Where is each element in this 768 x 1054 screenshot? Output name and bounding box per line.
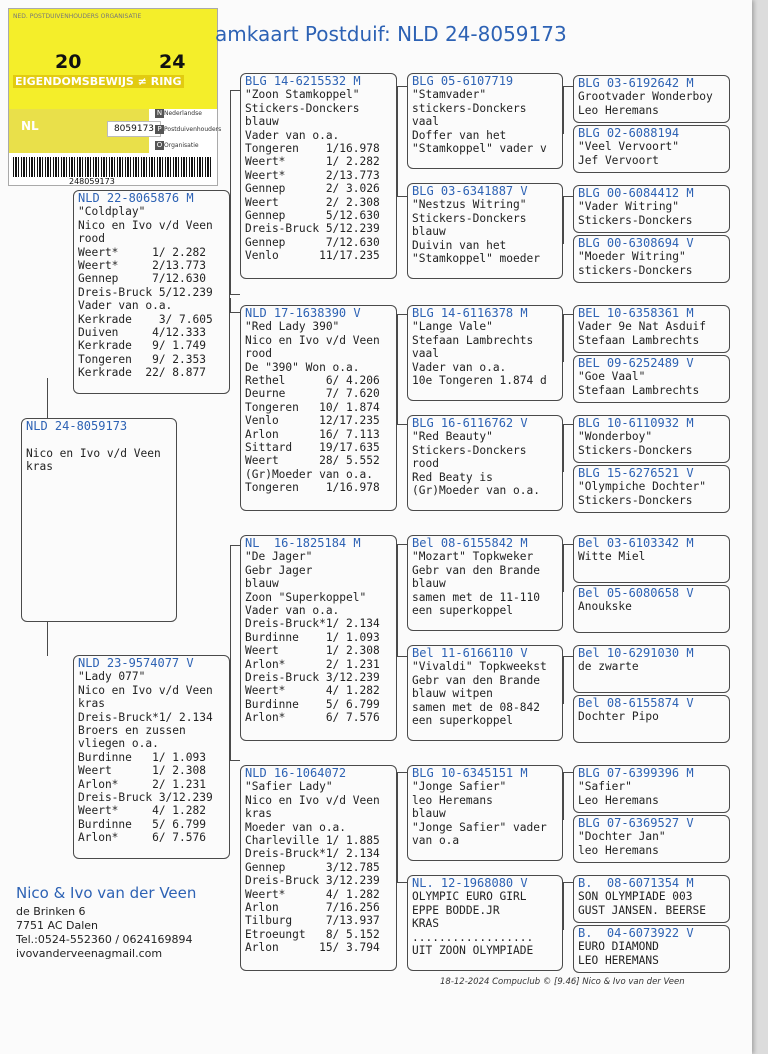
pigeon-info-line: Zoon "Superkoppel" bbox=[245, 590, 367, 604]
pigeon-info-line: Arlon* 2/ 1.231 bbox=[78, 777, 206, 791]
connector-line bbox=[230, 90, 231, 294]
pigeon-info-line: blauw bbox=[412, 577, 446, 591]
pigeon-info-line: kras bbox=[245, 807, 272, 821]
pigeon-info-line: (Gr)Moeder van o.a. bbox=[412, 483, 540, 497]
pigeon-info-line: Sittard 19/17.635 bbox=[245, 440, 380, 454]
connector-line bbox=[563, 882, 564, 930]
pigeon-card-gggp-14 bbox=[573, 815, 730, 863]
pigeon-info-line: LEO HEREMANS bbox=[578, 953, 659, 967]
pigeon-info-line: "Moeder Witring" bbox=[578, 250, 686, 264]
pigeon-card-gggp-1 bbox=[573, 75, 730, 123]
pigeon-info-line: Gennep 2/ 3.026 bbox=[245, 182, 380, 196]
pigeon-info-line: Anoukske bbox=[578, 600, 632, 614]
pigeon-info-line: Etroeungt 8/ 5.152 bbox=[245, 927, 380, 941]
pigeon-info-line: Burdinne 1/ 1.093 bbox=[245, 630, 380, 644]
pigeon-info-line: "Coldplay" bbox=[78, 205, 146, 219]
pigeon-info-line: De "390" Won o.a. bbox=[245, 360, 360, 374]
pigeon-ring-number: BLG 15-6276521 V bbox=[578, 467, 694, 480]
pigeon-info-line: Stefaan Lambrechts bbox=[578, 333, 700, 347]
sticker-year-right: 24 bbox=[159, 51, 186, 73]
pigeon-info-line: Vader van o.a. bbox=[412, 360, 507, 374]
sticker-ring-number: 8059173 bbox=[107, 121, 161, 137]
pigeon-info-line: "Red Lady 390" bbox=[245, 320, 340, 334]
pigeon-info-line: "Zoon Stamkoppel" bbox=[245, 88, 360, 102]
pigeon-info-line: Gennep 5/12.630 bbox=[245, 208, 380, 222]
sticker-year-left: 20 bbox=[55, 51, 82, 73]
connector-line bbox=[563, 424, 573, 425]
pigeon-ring-number: BLG 14-6215532 M bbox=[245, 75, 361, 88]
pigeon-card-ggp-6 bbox=[407, 645, 563, 741]
connector-line bbox=[397, 86, 407, 87]
connector-line bbox=[563, 656, 564, 704]
pigeon-info-line: vliegen o.a. bbox=[78, 737, 159, 751]
pigeon-info-line: Weert 2/ 2.308 bbox=[245, 195, 380, 209]
pigeon-info-line: "Goe Vaal" bbox=[578, 370, 646, 384]
pigeon-info-line: Leo Heremans bbox=[578, 793, 659, 807]
pigeon-card-gggp-2 bbox=[573, 125, 730, 173]
pigeon-info-line: Stefaan Lambrechts bbox=[412, 333, 534, 347]
owner-address-line-1: de Brinken 6 bbox=[16, 905, 86, 918]
pigeon-info-line: rood bbox=[412, 457, 439, 471]
connector-line bbox=[563, 86, 564, 134]
pigeon-info-line: Gennep 7/12.630 bbox=[245, 235, 380, 249]
pigeon-card-gggp-3 bbox=[573, 185, 730, 233]
sticker-side-n: Nederlandse bbox=[164, 110, 202, 117]
owner-phone: Tel.:0524-552360 / 0624169894 bbox=[16, 933, 193, 946]
pigeon-info-line: blauw witpen bbox=[412, 687, 493, 701]
pigeon-ring-number: Bel 03-6103342 M bbox=[578, 537, 694, 550]
npo-n-icon: N bbox=[156, 109, 163, 117]
pigeon-info-line: Weert* 1/ 2.282 bbox=[245, 155, 380, 169]
pigeon-info-line: Charleville 1/ 1.885 bbox=[245, 833, 380, 847]
pigeon-info-line: een superkoppel bbox=[412, 603, 514, 617]
pigeon-info-line: Duiven 4/12.333 bbox=[78, 325, 206, 339]
pigeon-info-line: stickers-Donckers bbox=[412, 101, 527, 115]
pigeon-card-gggp-4 bbox=[573, 235, 730, 283]
sticker-side-p: Postduivenhouders bbox=[164, 126, 222, 133]
connector-line bbox=[397, 196, 407, 197]
pigeon-info-line: EPPE BODDE.JR bbox=[412, 903, 500, 917]
pigeon-info-line: Burdinne 1/ 1.093 bbox=[78, 750, 206, 764]
pigeon-card-granddam-paternal bbox=[240, 305, 397, 511]
pigeon-info-line: EURO DIAMOND bbox=[578, 940, 659, 954]
pigeon-card-gggp-9 bbox=[573, 535, 730, 583]
pigeon-ring-number: BLG 14-6116378 M bbox=[412, 307, 528, 320]
pigeon-info-line bbox=[26, 433, 172, 446]
pigeon-info-line: Weert 1/ 2.308 bbox=[245, 644, 380, 658]
pigeon-card-gggp-8 bbox=[573, 465, 730, 513]
pigeon-info-line: Arlon* 2/ 1.231 bbox=[245, 657, 380, 671]
connector-line bbox=[397, 314, 407, 315]
pigeon-info-line: .................. bbox=[412, 930, 534, 944]
pigeon-info-line: "Wonderboy" bbox=[578, 430, 653, 444]
pigeon-card-sire bbox=[73, 190, 230, 394]
pigeon-info-line: Weert* 2/13.773 bbox=[245, 168, 380, 182]
pigeon-ring-number: B. 04-6073922 V bbox=[578, 927, 694, 940]
pigeon-info-line: Weert* 4/ 1.282 bbox=[78, 804, 206, 818]
pigeon-info-line: Weert 1/ 2.308 bbox=[78, 764, 206, 778]
pigeon-info-line: Gebr van den Brande bbox=[412, 673, 540, 687]
pigeon-info-line: Venlo 11/17.235 bbox=[245, 249, 380, 263]
page-title: amkaart Postduif: NLD 24-8059173 bbox=[215, 22, 567, 46]
pigeon-info-line: "Stamkoppel" moeder bbox=[412, 251, 540, 265]
pigeon-card-gggp-6 bbox=[573, 355, 730, 403]
pigeon-info-line: 10e Tongeren 1.874 d bbox=[412, 373, 547, 387]
pigeon-info-line: Duivin van het bbox=[412, 238, 507, 252]
pigeon-info-line: "De Jager" bbox=[245, 550, 313, 564]
pigeon-info-line: Weert* 2/13.773 bbox=[78, 258, 206, 272]
pigeon-info-line: de zwarte bbox=[578, 660, 639, 674]
pigeon-info-line: samen met de 11-110 bbox=[412, 590, 540, 604]
connector-line bbox=[563, 544, 564, 592]
pigeon-info-line: Dreis-Bruck 3/12.239 bbox=[78, 790, 213, 804]
pigeon-ring-number: BEL 10-6358361 M bbox=[578, 307, 694, 320]
pigeon-info-line: blauw bbox=[245, 577, 279, 591]
connector-line bbox=[397, 656, 407, 657]
connector-line bbox=[397, 544, 407, 545]
pigeon-card-grandsire-maternal bbox=[240, 535, 397, 741]
pigeon-card-ggp-4 bbox=[407, 415, 563, 511]
connector-line bbox=[397, 882, 407, 883]
pigeon-info-line: Dreis-Bruck*1/ 2.134 bbox=[245, 847, 380, 861]
sticker-ring-text: EIGENDOMSBEWIJS ≠ RING bbox=[15, 75, 182, 88]
pigeon-ring-number: Bel 08-6155842 M bbox=[412, 537, 528, 550]
connector-line bbox=[230, 760, 240, 761]
pigeon-info-line: Weert* 4/ 1.282 bbox=[245, 887, 380, 901]
pigeon-ring-number: NL. 12-1968080 V bbox=[412, 877, 528, 890]
pigeon-ring-number: BLG 07-6369527 V bbox=[578, 817, 694, 830]
pigeon-card-gggp-15 bbox=[573, 875, 730, 923]
sticker-yellow-band bbox=[9, 9, 217, 109]
pigeon-info-line: "Vader Witring" bbox=[578, 200, 680, 214]
pigeon-info-line: vaal bbox=[412, 347, 439, 361]
pigeon-info-line: Arlon 16/ 7.113 bbox=[245, 427, 380, 441]
pigeon-info-line: Leo Heremans bbox=[578, 103, 659, 117]
pigeon-info-line: Stickers-Donckers bbox=[412, 211, 527, 225]
pigeon-info-line: Gebr van den Brande bbox=[412, 563, 540, 577]
connector-line bbox=[397, 544, 398, 656]
connector-line bbox=[563, 314, 564, 362]
npo-o-icon: O bbox=[156, 141, 163, 149]
pigeon-ring-number: NLD 22-8065876 M bbox=[78, 192, 194, 205]
pigeon-card-ggp-2 bbox=[407, 183, 563, 279]
pigeon-card-granddam-maternal bbox=[240, 765, 397, 971]
pigeon-info-line: "Olympiche Dochter" bbox=[578, 480, 706, 494]
pigeon-card-ggp-5 bbox=[407, 535, 563, 631]
pigeon-info-line: OLYMPIC EURO GIRL bbox=[412, 890, 527, 904]
connector-line bbox=[47, 378, 48, 418]
connector-line bbox=[230, 545, 240, 546]
pigeon-info-line: Witte Miel bbox=[578, 550, 646, 564]
pigeon-info-line: Nico en Ivo v/d Veen bbox=[26, 446, 161, 460]
pigeon-card-ggp-3 bbox=[407, 305, 563, 401]
pigeon-info-line: Burdinne 5/ 6.799 bbox=[78, 817, 206, 831]
pigeon-info-line: van o.a bbox=[412, 833, 460, 847]
pigeon-card-gggp-13 bbox=[573, 765, 730, 813]
pigeon-info-line: Moeder van o.a. bbox=[245, 820, 347, 834]
pigeon-info-line: Vader 9e Nat Asduif bbox=[578, 320, 706, 334]
sticker-side-o: Organisatie bbox=[164, 142, 199, 149]
sticker-header-text: NED. POSTDUIVENHOUDERS ORGANISATIE bbox=[13, 13, 142, 20]
pigeon-info-line: Dochter Pipo bbox=[578, 710, 659, 724]
pigeon-info-line: Broers en zussen bbox=[78, 723, 186, 737]
owner-email: ivovanderveenagmail.com bbox=[16, 947, 163, 960]
pigeon-info-line: Stickers-Donckers bbox=[578, 493, 693, 507]
pigeon-info-line: SON OLYMPIADE 003 bbox=[578, 890, 693, 904]
pigeon-info-line: "Vivaldi" Topkweekst bbox=[412, 660, 547, 674]
pigeon-info-line: (Gr)Moeder van o.a. bbox=[245, 467, 373, 481]
pigeon-info-line: samen met de 08-842 bbox=[412, 700, 540, 714]
pigeon-ring-number: BLG 03-6341887 V bbox=[412, 185, 528, 198]
connector-line bbox=[563, 772, 564, 820]
sticker-nl-label: NL bbox=[21, 119, 39, 133]
pigeon-info-line: "Red Beauty" bbox=[412, 430, 493, 444]
pigeon-card-gggp-10 bbox=[573, 585, 730, 633]
pigeon-info-line: stickers-Donckers bbox=[578, 263, 693, 277]
pigeon-info-line: Kerkrade 22/ 8.877 bbox=[78, 366, 206, 380]
connector-line bbox=[563, 544, 573, 545]
pigeon-ring-number: BLG 05-6107719 bbox=[412, 75, 514, 88]
connector-line bbox=[397, 424, 407, 425]
connector-line bbox=[47, 621, 48, 656]
ownership-sticker bbox=[8, 8, 222, 186]
pigeon-info-line: "Safier Lady" bbox=[245, 780, 333, 794]
connector-line bbox=[230, 545, 231, 760]
pigeon-info-line: blauw bbox=[412, 807, 446, 821]
pigeon-ring-number: Bel 05-6080658 V bbox=[578, 587, 694, 600]
pigeon-info-line: leo Heremans bbox=[578, 843, 659, 857]
connector-line bbox=[230, 298, 231, 312]
pigeon-info-line: Arlon 15/ 3.794 bbox=[245, 941, 380, 955]
pigeon-info-line: kras bbox=[26, 460, 53, 474]
pigeon-info-line: Nico en Ivo v/d Veen bbox=[78, 683, 213, 697]
pigeon-card-gggp-12 bbox=[573, 695, 730, 743]
pigeon-ring-number: BLG 03-6192642 M bbox=[578, 77, 694, 90]
connector-line bbox=[230, 90, 240, 91]
pigeon-ring-number: NL 16-1825184 M bbox=[245, 537, 361, 550]
pigeon-info-line: "Jonge Safier" bbox=[412, 780, 507, 794]
pigeon-ring-number: BLG 10-6110932 M bbox=[578, 417, 694, 430]
pigeon-info-line: Nico en Ivo v/d Veen bbox=[245, 793, 380, 807]
pigeon-info-line: een superkoppel bbox=[412, 713, 514, 727]
pigeon-card-gggp-7 bbox=[573, 415, 730, 463]
pigeon-info-line: "Safier" bbox=[578, 780, 632, 794]
pigeon-info-line: Dreis-Bruck*1/ 2.134 bbox=[78, 710, 213, 724]
pigeon-info-line: Stefaan Lambrechts bbox=[578, 383, 700, 397]
pigeon-info-line: "Stamvader" bbox=[412, 88, 487, 102]
connector-line bbox=[563, 882, 573, 883]
pigeon-ring-number: Bel 10-6291030 M bbox=[578, 647, 694, 660]
pigeon-info-line: Deurne 7/ 7.620 bbox=[245, 387, 380, 401]
pigeon-info-line: Venlo 12/17.235 bbox=[245, 414, 380, 428]
pigeon-info-line: Weert* 1/ 2.282 bbox=[78, 245, 206, 259]
pigeon-ring-number: BLG 16-6116762 V bbox=[412, 417, 528, 430]
pigeon-card-gggp-16 bbox=[573, 925, 730, 973]
pigeon-info-line: vaal bbox=[412, 115, 439, 129]
pigeon-card-grandsire-paternal bbox=[240, 73, 397, 279]
connector-line bbox=[563, 656, 573, 657]
pigeon-info-line: Kerkrade 3/ 7.605 bbox=[78, 312, 213, 326]
pigeon-ring-number: B. 08-6071354 M bbox=[578, 877, 694, 890]
pigeon-info-line: Tongeren 10/ 1.874 bbox=[245, 400, 380, 414]
connector-line bbox=[230, 294, 240, 295]
pigeon-card-dam bbox=[73, 655, 230, 859]
pigeon-info-line: Burdinne 5/ 6.799 bbox=[245, 697, 380, 711]
pigeon-info-line: Tongeren 9/ 2.353 bbox=[78, 352, 206, 366]
connector-line bbox=[397, 314, 398, 424]
pigeon-info-line: Stickers-Donckers bbox=[245, 101, 360, 115]
pigeon-ring-number: BEL 09-6252489 V bbox=[578, 357, 694, 370]
pigeon-info-line: Arlon 7/16.256 bbox=[245, 900, 380, 914]
connector-line bbox=[397, 772, 398, 882]
pigeon-ring-number: BLG 10-6345151 M bbox=[412, 767, 528, 780]
pigeon-info-line: "Stamkoppel" vader v bbox=[412, 141, 547, 155]
pigeon-info-line: Gennep 7/12.630 bbox=[78, 272, 206, 286]
pigeon-ring-number: BLG 00-6308694 V bbox=[578, 237, 694, 250]
pigeon-ring-number: NLD 16-1064072 bbox=[245, 767, 347, 780]
pigeon-info-line: Arlon* 6/ 7.576 bbox=[245, 711, 380, 725]
pigeon-info-line: "Jonge Safier" vader bbox=[412, 820, 547, 834]
pigeon-ring-number: BLG 02-6088194 bbox=[578, 127, 680, 140]
pigeon-info-line: Nico en Ivo v/d Veen bbox=[78, 218, 213, 232]
page-footer: 18-12-2024 Compuclub © [9.46] Nico & Ivo van der Veen bbox=[440, 977, 685, 987]
pigeon-info-line: Jef Vervoort bbox=[578, 153, 659, 167]
pigeon-info-line: Dreis-Bruck 3/12.239 bbox=[245, 670, 380, 684]
pigeon-info-line: Dreis-Bruck 3/12.239 bbox=[245, 874, 380, 888]
pigeon-info-line: Gebr Jager bbox=[245, 563, 313, 577]
pigeon-info-line: Dreis-Bruck 5/12.239 bbox=[78, 285, 213, 299]
pigeon-info-line: Stickers-Donckers bbox=[578, 443, 693, 457]
pigeon-info-line: "Veel Vervoort" bbox=[578, 140, 680, 154]
pigeon-info-line: "Lady 077" bbox=[78, 670, 146, 684]
pigeon-info-line: "Lange Vale" bbox=[412, 320, 493, 334]
pigeon-info-line: Stickers-Donckers bbox=[412, 443, 527, 457]
connector-line bbox=[397, 86, 398, 196]
pigeon-card-ggp-1 bbox=[407, 73, 563, 169]
connector-line bbox=[563, 314, 573, 315]
pigeon-info-line: kras bbox=[78, 697, 105, 711]
pigeon-info-line: "Dochter Jan" bbox=[578, 830, 666, 844]
npo-p-icon: P bbox=[155, 125, 164, 134]
pigeon-info-line: Dreis-Bruck*1/ 2.134 bbox=[245, 617, 380, 631]
connector-line bbox=[563, 772, 573, 773]
pigeon-card-ggp-8 bbox=[407, 875, 563, 971]
pigeon-info-line: "Mozart" Topkweker bbox=[412, 550, 534, 564]
sticker-barcode-number: 248059173 bbox=[69, 177, 115, 186]
pigeon-info-line: Tongeren 1/16.978 bbox=[245, 481, 380, 495]
connector-line bbox=[563, 196, 564, 244]
pigeon-ring-number: BLG 07-6399396 M bbox=[578, 767, 694, 780]
pigeon-ring-number: NLD 23-9574077 V bbox=[78, 657, 194, 670]
barcode-icon bbox=[13, 157, 213, 177]
pigeon-card-gggp-11 bbox=[573, 645, 730, 693]
pigeon-info-line: "Nestzus Witring" bbox=[412, 198, 527, 212]
pigeon-card-ggp-7 bbox=[407, 765, 563, 861]
owner-address-line-2: 7751 AC Dalen bbox=[16, 919, 99, 932]
connector-line bbox=[563, 424, 564, 472]
owner-name: Nico & Ivo van der Veen bbox=[16, 884, 197, 902]
pigeon-info-line: Vader van o.a. bbox=[78, 299, 173, 313]
pigeon-ring-number: BLG 00-6084412 M bbox=[578, 187, 694, 200]
pigeon-info-line: Tilburg 7/13.937 bbox=[245, 914, 380, 928]
pigeon-info-line: Doffer van het bbox=[412, 128, 507, 142]
pigeon-info-line: Gennep 3/12.785 bbox=[245, 860, 380, 874]
pigeon-info-line: UIT ZOON OLYMPIADE bbox=[412, 943, 534, 957]
pigeon-info-line: KRAS bbox=[412, 917, 439, 931]
pigeon-ring-number: NLD 17-1638390 V bbox=[245, 307, 361, 320]
pigeon-info-line: Dreis-Bruck 5/12.239 bbox=[245, 222, 380, 236]
pigeon-info-line: blauw bbox=[412, 225, 446, 239]
pigeon-info-line: Tongeren 1/16.978 bbox=[245, 141, 380, 155]
pigeon-info-line: Kerkrade 9/ 1.749 bbox=[78, 339, 206, 353]
pigeon-info-line: rood bbox=[245, 347, 272, 361]
pigeon-info-line: Vader van o.a. bbox=[245, 128, 340, 142]
pigeon-info-line: Vader van o.a. bbox=[245, 603, 340, 617]
owner-info bbox=[16, 884, 196, 961]
pigeon-info-line: Weert* 4/ 1.282 bbox=[245, 684, 380, 698]
connector-line bbox=[230, 312, 240, 313]
pigeon-info-line: GUST JANSEN. BEERSE bbox=[578, 903, 706, 917]
pigeon-info-line: Arlon* 6/ 7.576 bbox=[78, 831, 206, 845]
pigeon-info-line: Nico en Ivo v/d Veen bbox=[245, 333, 380, 347]
pigeon-info-line: Grootvader Wonderboy bbox=[578, 90, 713, 104]
connector-line bbox=[397, 772, 407, 773]
pigeon-info-line: Red Beaty is bbox=[412, 470, 493, 484]
connector-line bbox=[563, 196, 573, 197]
connector-line bbox=[563, 86, 573, 87]
pigeon-info-line: Stickers-Donckers bbox=[578, 213, 693, 227]
pigeon-card-gggp-5 bbox=[573, 305, 730, 353]
pigeon-info-line: leo Heremans bbox=[412, 793, 493, 807]
pigeon-card-subject bbox=[21, 418, 177, 622]
pigeon-info-line: Weert 28/ 5.552 bbox=[245, 454, 380, 468]
pigeon-info-line: Rethel 6/ 4.206 bbox=[245, 373, 380, 387]
pigeon-ring-number: NLD 24-8059173 bbox=[26, 420, 128, 433]
pigeon-info-line: blauw bbox=[245, 115, 279, 129]
pigeon-ring-number: Bel 11-6166110 V bbox=[412, 647, 528, 660]
pigeon-info-line: rood bbox=[78, 232, 105, 246]
pigeon-ring-number: Bel 08-6155874 V bbox=[578, 697, 694, 710]
